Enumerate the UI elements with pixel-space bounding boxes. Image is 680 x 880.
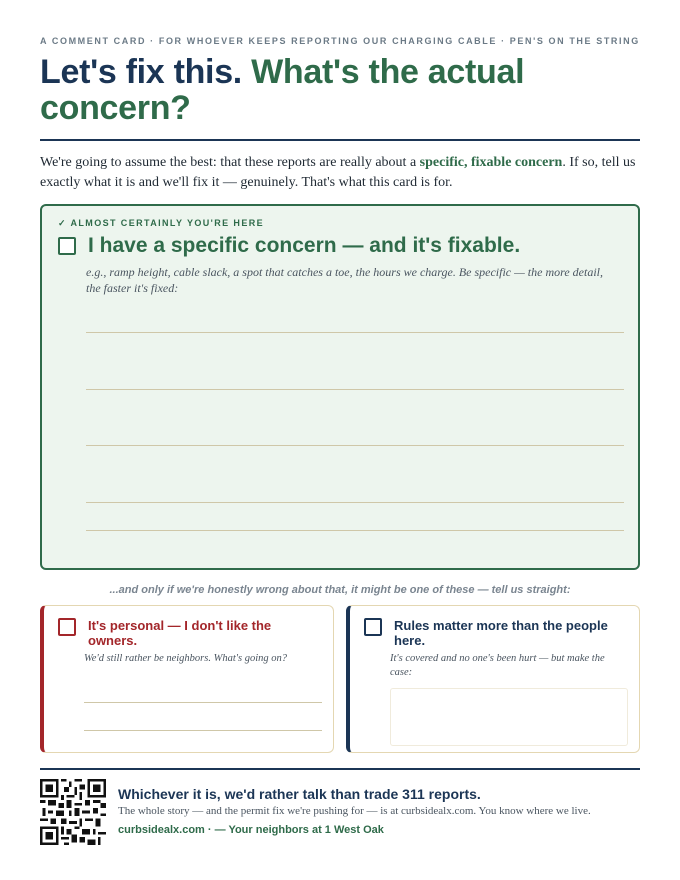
main-option-box (40, 204, 640, 570)
intro-after: . If so, tell us exactly what it is and we'll fix it — genuinely. That's what this card is for. (40, 155, 636, 190)
header-rule (40, 139, 640, 141)
main-option-title: I have a specific concern — and it's fixable. (88, 234, 521, 257)
option-rules-title: Rules matter more than the people here. (394, 618, 608, 648)
write-line[interactable] (84, 730, 322, 731)
intro-paragraph (40, 153, 640, 193)
option-personal-box (40, 605, 334, 753)
option-rules-header (364, 618, 614, 648)
eyebrow: A COMMENT CARD · FOR WHOEVER KEEPS REPORTING OUR CHARGING CABLE · PEN'S ON THE STRING (40, 36, 640, 46)
checkbox-icon[interactable] (58, 618, 76, 636)
option-rules-hint: It's covered and no one's been hurt — but make the case: (390, 653, 605, 678)
main-option-tag: ✓ ALMOST CERTAINLY YOU'RE HERE (58, 218, 265, 228)
checkbox-icon[interactable] (364, 618, 382, 636)
write-line[interactable] (86, 445, 624, 446)
intro-emphasis: specific, fixable concern (419, 155, 563, 170)
option-personal-header (58, 618, 308, 648)
main-option-hint: e.g., ramp height, cable slack, a spot that catches a toe, the hours we charge. Be specific — the more detail, the faster it's fixed: (86, 265, 604, 295)
write-line[interactable] (86, 502, 624, 503)
write-line[interactable] (86, 530, 624, 531)
intro-before: We're going to assume the best: that these reports are really about a (40, 155, 420, 170)
headline-part2: What's the actual concern? (40, 53, 525, 127)
headline (40, 54, 640, 126)
comment-card (40, 36, 640, 836)
qr-code-icon[interactable] (40, 779, 106, 845)
checkbox-icon[interactable] (58, 237, 76, 255)
option-personal-hint: We'd still rather be neighbors. What's going on? (84, 653, 288, 664)
option-personal-title: It's personal — I don't like the owners. (88, 618, 272, 648)
write-line[interactable] (86, 389, 624, 390)
write-line[interactable] (86, 332, 624, 333)
answer-area[interactable] (390, 688, 628, 746)
footer-signature[interactable]: curbsidealx.com · — Your neighbors at 1 West Oak (118, 824, 384, 836)
write-line[interactable] (84, 702, 322, 703)
headline-part1: Let's fix this. (40, 53, 242, 91)
footer-body: The whole story — and the permit fix we're pushing for — is at curbsidealx.com. You know where we live. (118, 805, 591, 817)
footer-rule (40, 768, 640, 770)
bridge-text: ...and only if we're honestly wrong about that, it might be one of these — tell us straight: (109, 584, 571, 596)
option-rules-box (346, 605, 640, 753)
footer-title: Whichever it is, we'd rather talk than trade 311 reports. (118, 786, 481, 802)
main-option-header (58, 234, 520, 258)
